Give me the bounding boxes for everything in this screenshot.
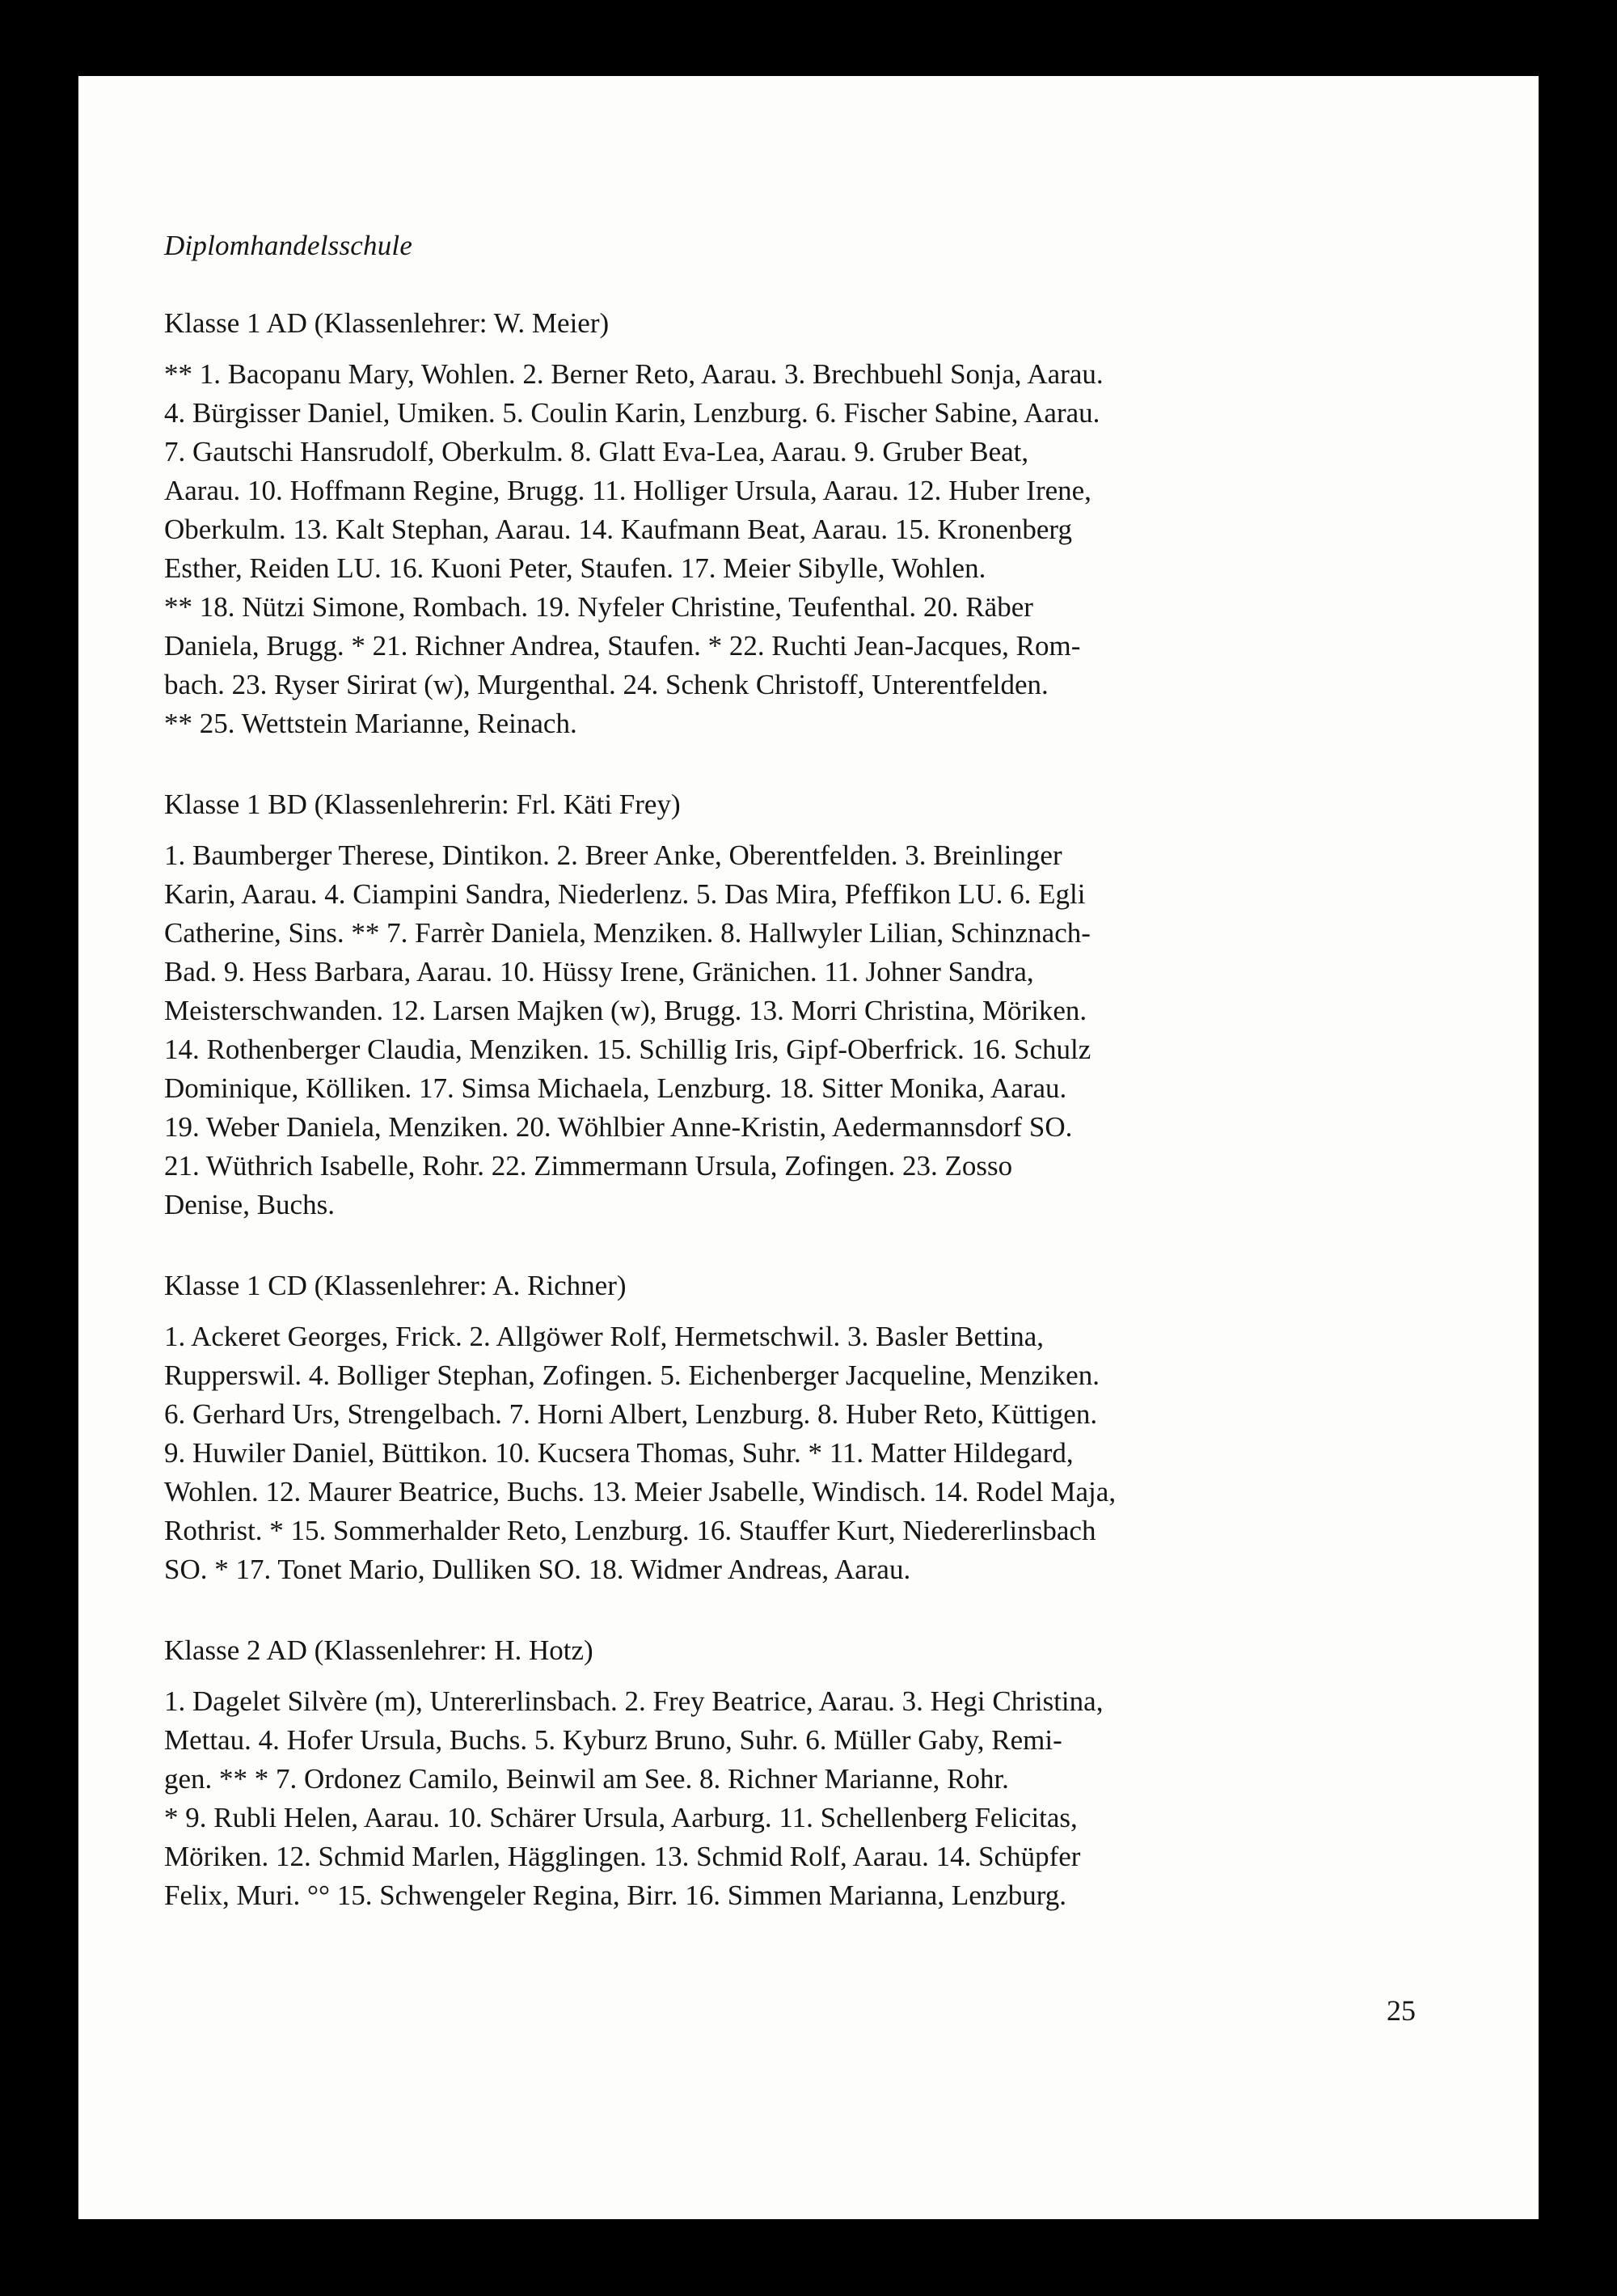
- class-section-1bd: [164, 785, 1458, 1224]
- text-line: Meisterschwanden. 12. Larsen Majken (w), Brugg. 13. Morri Christina, Möriken.: [164, 995, 1087, 1026]
- text-line: Denise, Buchs.: [164, 1189, 335, 1220]
- text-line: Wohlen. 12. Maurer Beatrice, Buchs. 13. Meier Jsabelle, Windisch. 14. Rodel Maja,: [164, 1476, 1117, 1507]
- text-line: 14. Rothenberger Claudia, Menziken. 15. Schillig Iris, Gipf-Oberfrick. 16. Schulz: [164, 1034, 1091, 1065]
- text-line: 4. Bürgisser Daniel, Umiken. 5. Coulin Karin, Lenzburg. 6. Fischer Sabine, Aarau.: [164, 397, 1100, 429]
- text-line: Rothrist. * 15. Sommerhalder Reto, Lenzburg. 16. Stauffer Kurt, Niedererlinsbach: [164, 1515, 1096, 1546]
- text-line: ** 1. Bacopanu Mary, Wohlen. 2. Berner Reto, Aarau. 3. Brechbuehl Sonja, Aarau.: [164, 358, 1104, 390]
- page-content: [164, 226, 1458, 1957]
- text-line: Bad. 9. Hess Barbara, Aarau. 10. Hüssy Irene, Gränichen. 11. Johner Sandra,: [164, 956, 1034, 987]
- class-heading: Klasse 2 AD (Klassenlehrer: H. Hotz): [164, 1634, 593, 1666]
- document-page: [78, 76, 1539, 2219]
- class-heading: Klasse 1 CD (Klassenlehrer: A. Richner): [164, 1270, 627, 1301]
- text-line: Felix, Muri. °° 15. Schwengeler Regina, Birr. 16. Simmen Marianna, Lenzburg.: [164, 1880, 1067, 1911]
- class-student-list: [164, 1682, 1458, 1915]
- text-line: 19. Weber Daniela, Menziken. 20. Wöhlbier Anne-Kristin, Aedermannsdorf SO.: [164, 1111, 1073, 1143]
- text-line: 1. Ackeret Georges, Frick. 2. Allgöwer Rolf, Hermetschwil. 3. Basler Bettina,: [164, 1321, 1045, 1352]
- text-line: Catherine, Sins. ** 7. Farrèr Daniela, Menziken. 8. Hallwyler Lilian, Schinznach-: [164, 917, 1091, 949]
- class-section-1cd: [164, 1266, 1458, 1589]
- page-number: 25: [1387, 1994, 1416, 2027]
- text-line: 9. Huwiler Daniel, Büttikon. 10. Kucsera Thomas, Suhr. * 11. Matter Hildegard,: [164, 1437, 1074, 1469]
- section-title: Diplomhandelsschule: [164, 230, 413, 261]
- class-heading: Klasse 1 BD (Klassenlehrerin: Frl. Käti Frey): [164, 789, 681, 820]
- text-line: Rupperswil. 4. Bolliger Stephan, Zofingen. 5. Eichenberger Jacqueline, Menziken.: [164, 1359, 1100, 1391]
- text-line: Daniela, Brugg. * 21. Richner Andrea, Staufen. * 22. Ruchti Jean-Jacques, Rom-: [164, 630, 1081, 662]
- text-line: 1. Baumberger Therese, Dintikon. 2. Breer Anke, Oberentfelden. 3. Breinlinger: [164, 839, 1062, 871]
- text-line: Oberkulm. 13. Kalt Stephan, Aarau. 14. Kaufmann Beat, Aarau. 15. Kronenberg: [164, 514, 1072, 545]
- text-line: gen. ** * 7. Ordonez Camilo, Beinwil am See. 8. Richner Marianne, Rohr.: [164, 1763, 1009, 1795]
- text-line: Karin, Aarau. 4. Ciampini Sandra, Niederlenz. 5. Das Mira, Pfeffikon LU. 6. Egli: [164, 878, 1086, 910]
- text-line: Mettau. 4. Hofer Ursula, Buchs. 5. Kyburz Bruno, Suhr. 6. Müller Gaby, Remi-: [164, 1724, 1062, 1756]
- text-line: ** 18. Nützi Simone, Rombach. 19. Nyfeler Christine, Teufenthal. 20. Räber: [164, 591, 1033, 623]
- class-student-list: [164, 355, 1458, 743]
- class-student-list: [164, 1317, 1458, 1589]
- text-line: Aarau. 10. Hoffmann Regine, Brugg. 11. Holliger Ursula, Aarau. 12. Huber Irene,: [164, 475, 1091, 506]
- class-student-list: [164, 836, 1458, 1224]
- text-line: 1. Dagelet Silvère (m), Untererlinsbach. 2. Frey Beatrice, Aarau. 3. Hegi Christina,: [164, 1685, 1104, 1717]
- text-line: 21. Wüthrich Isabelle, Rohr. 22. Zimmermann Ursula, Zofingen. 23. Zosso: [164, 1150, 1013, 1182]
- text-line: * 9. Rubli Helen, Aarau. 10. Schärer Ursula, Aarburg. 11. Schellenberg Felicitas,: [164, 1802, 1078, 1833]
- text-line: bach. 23. Ryser Sirirat (w), Murgenthal. 24. Schenk Christoff, Unterentfelden.: [164, 669, 1049, 700]
- text-line: ** 25. Wettstein Marianne, Reinach.: [164, 708, 577, 739]
- text-line: Dominique, Kölliken. 17. Simsa Michaela, Lenzburg. 18. Sitter Monika, Aarau.: [164, 1072, 1067, 1104]
- class-section-1ad: [164, 304, 1458, 743]
- text-line: Esther, Reiden LU. 16. Kuoni Peter, Staufen. 17. Meier Sibylle, Wohlen.: [164, 552, 986, 584]
- class-section-2ad: [164, 1631, 1458, 1915]
- text-line: 7. Gautschi Hansrudolf, Oberkulm. 8. Glatt Eva-Lea, Aarau. 9. Gruber Beat,: [164, 436, 1029, 467]
- text-line: 6. Gerhard Urs, Strengelbach. 7. Horni Albert, Lenzburg. 8. Huber Reto, Küttigen.: [164, 1398, 1098, 1430]
- text-line: SO. * 17. Tonet Mario, Dulliken SO. 18. Widmer Andreas, Aarau.: [164, 1554, 911, 1585]
- class-heading: Klasse 1 AD (Klassenlehrer: W. Meier): [164, 307, 610, 339]
- text-line: Möriken. 12. Schmid Marlen, Hägglingen. 13. Schmid Rolf, Aarau. 14. Schüpfer: [164, 1841, 1081, 1872]
